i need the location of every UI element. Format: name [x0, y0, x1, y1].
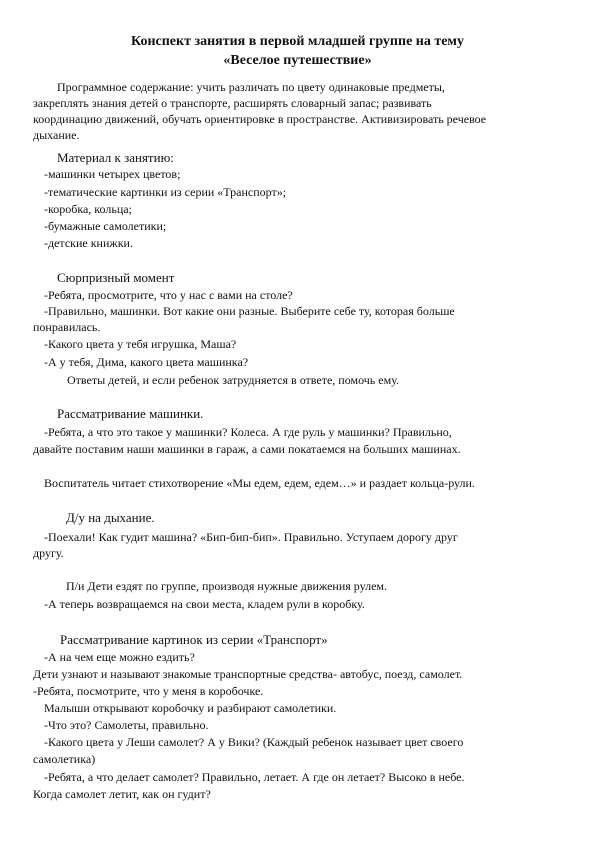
pictures-line: -А на чем еще можно ездить?: [44, 650, 195, 664]
program-line-4: дыхание.: [33, 128, 80, 142]
breathing-line: -Поехали! Как гудит машина? «Бип-бип-бип». Правильно. Уступаем дорогу друг: [44, 530, 458, 544]
game-line: -А теперь возвращаемся на свои места, кладем рули в коробку.: [44, 597, 365, 611]
cars-line: давайте поставим наши машинки в гараж, а сами покатаемся на больших машинах.: [33, 442, 461, 456]
surprise-line: Ответы детей, и если ребенок затрудняется в ответе, помочь ему.: [67, 373, 399, 387]
surprise-line: понравилась.: [33, 320, 101, 334]
surprise-line: -Правильно, машинки. Вот какие они разные. Выберите себе ту, которая больше: [44, 304, 455, 318]
materials-item: -машинки четырех цветов;: [44, 167, 181, 181]
surprise-heading: Сюрпризный момент: [57, 270, 175, 285]
pictures-line: -Ребята, а что делает самолет? Правильно, летает. А где он летает? Высоко в небе.: [44, 770, 465, 784]
cars-line: -Ребята, а что это такое у машинки? Колеса. А где руль у машинки? Правильно,: [44, 425, 452, 439]
breathing-heading: Д/у на дыхание.: [66, 510, 155, 525]
title-line-1: Конспект занятия в первой младшей группе на тему: [131, 34, 464, 49]
materials-heading: Материал к занятию:: [57, 150, 174, 165]
pictures-line: -Какого цвета у Леши самолет? А у Вики? (Каждый ребенок называет цвет своего: [44, 735, 464, 749]
cars-heading: Рассматривание машинки.: [57, 406, 204, 421]
surprise-line: -Какого цвета у тебя игрушка, Маша?: [44, 337, 237, 351]
materials-item: -коробка, кольца;: [44, 202, 132, 216]
pictures-line: -Что это? Самолеты, правильно.: [44, 718, 209, 732]
pictures-heading: Рассматривание картинок из серии «Транспорт»: [60, 632, 328, 647]
materials-item: -бумажные самолетики;: [44, 219, 167, 233]
pictures-line: Когда самолет летит, как он гудит?: [33, 787, 211, 801]
program-line-2: закреплять знания детей о транспорте, расширять словарный запас; развивать: [33, 96, 432, 110]
materials-item: -тематические картинки из серии «Транспорт»;: [44, 185, 287, 199]
breathing-line: другу.: [33, 546, 64, 560]
program-line-1: Программное содержание: учить различать по цвету одинаковые предметы,: [57, 80, 445, 94]
pictures-line: Дети узнают и называют знакомые транспортные средства- автобус, поезд, самолет.: [33, 667, 463, 681]
cars-line: Воспитатель читает стихотворение «Мы едем, едем, едем…» и раздает кольца-рули.: [44, 476, 475, 490]
program-line-3: координацию движений, обучать ориентировке в пространстве. Активизировать речевое: [33, 112, 487, 126]
pictures-line: -Ребята, посмотрите, что у меня в коробочке.: [33, 684, 264, 698]
title-line-2: «Веселое путешествие»: [223, 53, 372, 68]
surprise-line: -А у тебя, Дима, какого цвета машинка?: [44, 355, 249, 369]
materials-item: -детские книжки.: [44, 236, 133, 250]
surprise-line: -Ребята, просмотрите, что у нас с вами на столе?: [44, 288, 293, 302]
game-heading: П/и Дети ездят по группе, производя нужные движения рулем.: [66, 579, 388, 593]
pictures-line: самолетика): [33, 752, 96, 766]
pictures-line: Малыши открывают коробочку и разбирают самолетики.: [44, 701, 337, 715]
